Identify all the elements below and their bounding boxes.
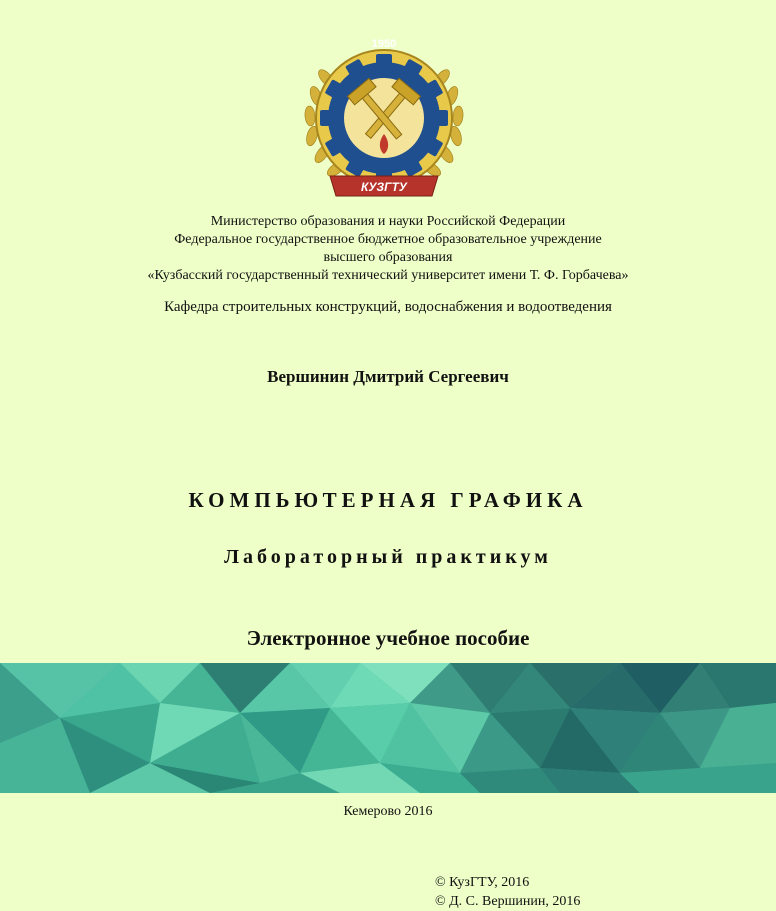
emblem-ribbon-text: КУЗГТУ: [361, 180, 407, 194]
document-title: КОМПЬЮТЕРНАЯ ГРАФИКА: [188, 488, 588, 512]
copyright-university: © КузГТУ, 2016: [435, 875, 530, 890]
university-emblem-icon: [296, 26, 472, 206]
organization-block: [0, 213, 776, 285]
document-subtitle: Лабораторный практикум: [224, 546, 552, 568]
decorative-banner: [0, 663, 776, 793]
department-name: Кафедра строительных конструкций, водоснабжения и водоотведения: [164, 299, 612, 315]
city-year: Кемерово 2016: [343, 804, 433, 819]
author-name: Вершинин Дмитрий Сергеевич: [267, 367, 509, 386]
copyright-author: © Д. С. Вершинин, 2016: [435, 894, 581, 909]
edition-type: Электронное учебное пособие: [246, 626, 530, 650]
emblem-year: 1950: [371, 38, 397, 50]
university-name-line: «Кузбасский государственный технический университет имени Т. Ф. Горбачева»: [147, 268, 629, 283]
ministry-line: Министерство образования и науки Российской Федерации: [210, 214, 566, 229]
copyright-block: [435, 873, 580, 911]
education-level-line: высшего образования: [323, 250, 453, 265]
institution-type-line: Федеральное государственное бюджетное образовательное учреждение: [174, 232, 602, 247]
